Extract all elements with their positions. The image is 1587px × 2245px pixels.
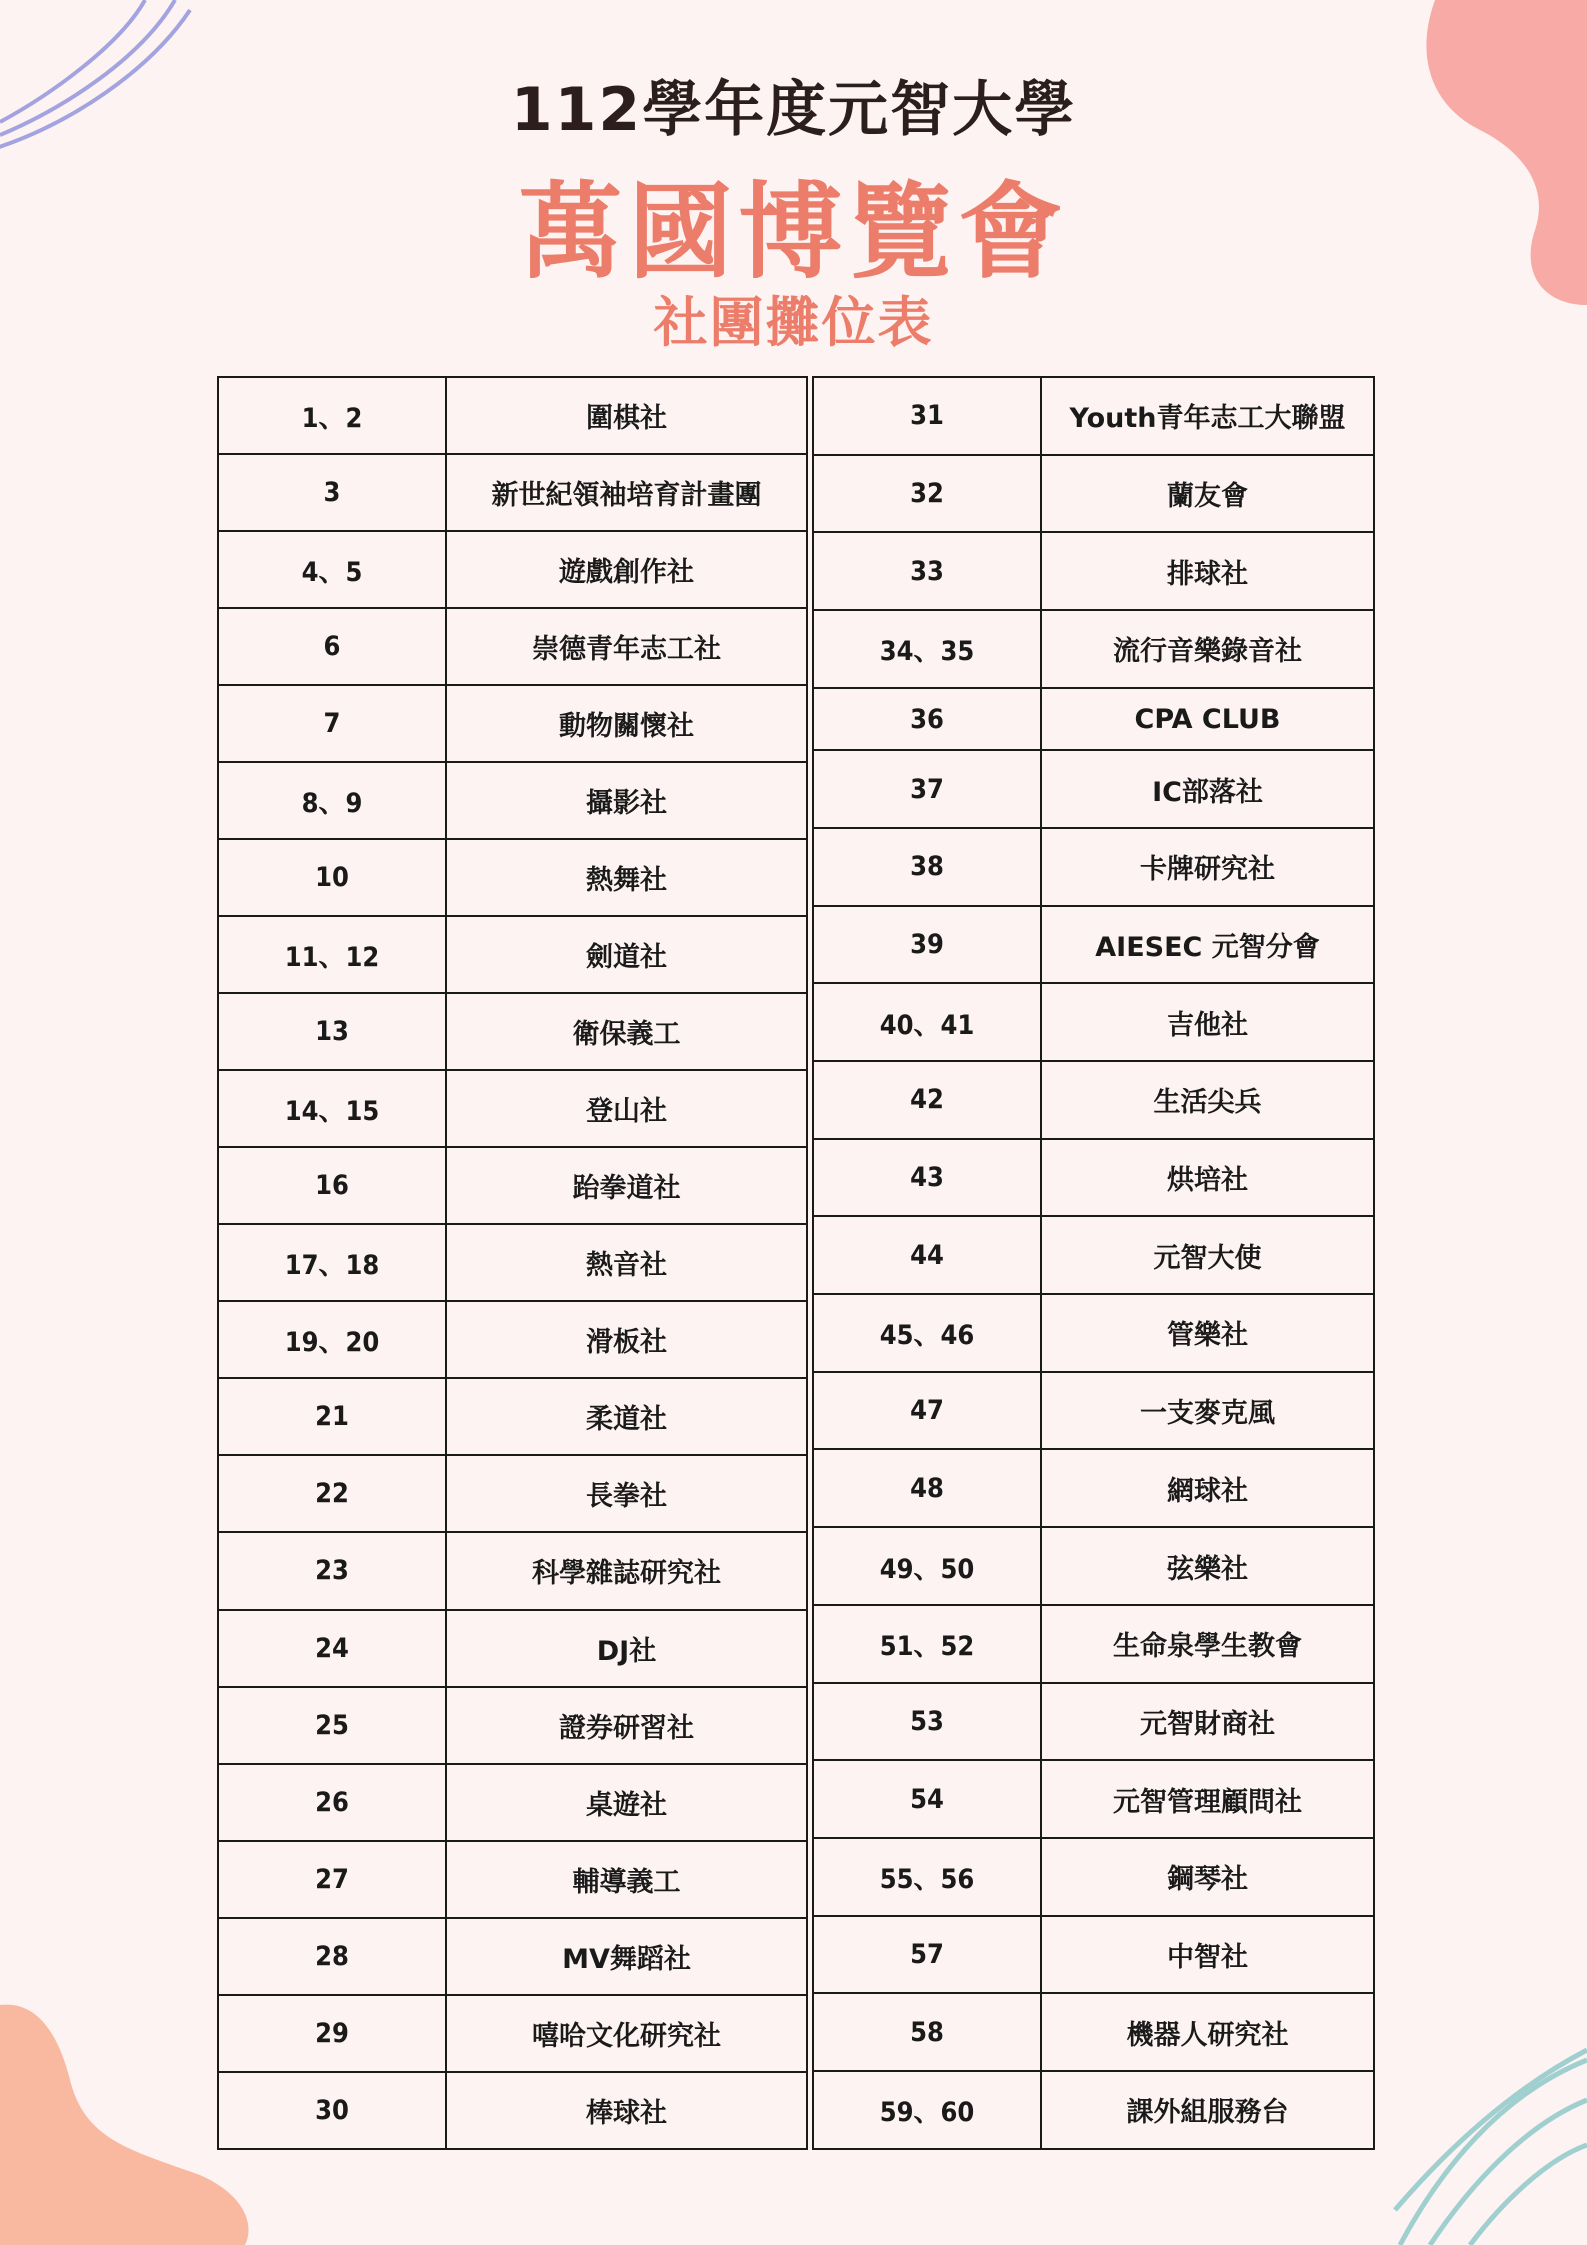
club-name: 熱音社 [446, 1224, 807, 1301]
table-row [218, 377, 807, 454]
table-row [218, 1147, 807, 1224]
club-name: 排球社 [1041, 532, 1374, 610]
club-name: 流行音樂錄音社 [1041, 610, 1374, 688]
booth-number: 44 [813, 1216, 1041, 1294]
club-name: Youth青年志工大聯盟 [1041, 377, 1374, 455]
club-name: 柔道社 [446, 1378, 807, 1455]
club-name: 元智管理顧問社 [1041, 1760, 1374, 1838]
club-name: 一支麥克風 [1041, 1372, 1374, 1450]
table-row [813, 1449, 1374, 1527]
table-row [813, 377, 1374, 455]
title-event-name: 萬國博覽會 [518, 171, 1069, 293]
booth-number: 23 [218, 1532, 446, 1609]
table-row [813, 983, 1374, 1061]
title-booth-table: 社團攤位表 [653, 291, 934, 354]
club-name: 吉他社 [1041, 983, 1374, 1061]
booth-number: 51、52 [813, 1605, 1041, 1683]
table-row [813, 2071, 1374, 2149]
club-name: 跆拳道社 [446, 1147, 807, 1224]
club-name: 動物關懷社 [446, 685, 807, 762]
table-row [813, 610, 1374, 688]
club-name: 網球社 [1041, 1449, 1374, 1527]
table-row [218, 1378, 807, 1455]
table-row [218, 916, 807, 993]
club-name: 滑板社 [446, 1301, 807, 1378]
booth-number: 16 [218, 1147, 446, 1224]
booth-number: 58 [813, 1993, 1041, 2071]
booth-number: 3 [218, 454, 446, 531]
club-name: 元智財商社 [1041, 1683, 1374, 1761]
club-name: 卡牌研究社 [1041, 828, 1374, 906]
club-name: 管樂社 [1041, 1294, 1374, 1372]
club-name: 證券研習社 [446, 1687, 807, 1764]
table-row [813, 1372, 1374, 1450]
booth-number: 25 [218, 1687, 446, 1764]
teal-squiggle-bottom-right [1395, 2050, 1587, 2245]
table-row [218, 839, 807, 916]
club-name: 圍棋社 [446, 377, 807, 454]
club-name: 攝影社 [446, 762, 807, 839]
club-name: 課外組服務台 [1041, 2071, 1374, 2149]
booth-number: 34、35 [813, 610, 1041, 688]
table-row [813, 1061, 1374, 1139]
booth-number: 21 [218, 1378, 446, 1455]
booth-number: 47 [813, 1372, 1041, 1450]
booth-number: 45、46 [813, 1294, 1041, 1372]
booth-table [217, 376, 1371, 2150]
booth-number: 54 [813, 1760, 1041, 1838]
booth-number: 57 [813, 1916, 1041, 1994]
table-row [218, 1841, 807, 1918]
booth-number: 24 [218, 1610, 446, 1687]
booth-number: 37 [813, 750, 1041, 828]
club-name: 輔導義工 [446, 1841, 807, 1918]
booth-number: 36 [813, 688, 1041, 751]
table-row [813, 750, 1374, 828]
club-name: 蘭友會 [1041, 455, 1374, 533]
club-name: 弦樂社 [1041, 1527, 1374, 1605]
table-row [813, 1216, 1374, 1294]
club-name: MV舞蹈社 [446, 1918, 807, 1995]
table-row [218, 608, 807, 685]
table-row [813, 1916, 1374, 1994]
booth-number: 17、18 [218, 1224, 446, 1301]
booth-table-left [217, 376, 808, 2150]
booth-number: 38 [813, 828, 1041, 906]
booth-number: 49、50 [813, 1527, 1041, 1605]
table-row [218, 762, 807, 839]
booth-number: 43 [813, 1139, 1041, 1217]
club-name: 新世紀領袖培育計畫團 [446, 454, 807, 531]
club-name: 鋼琴社 [1041, 1838, 1374, 1916]
club-name: 遊戲創作社 [446, 531, 807, 608]
booth-number: 39 [813, 906, 1041, 984]
club-name: CPA CLUB [1041, 688, 1374, 751]
booth-number: 29 [218, 1995, 446, 2072]
table-row [813, 1294, 1374, 1372]
table-row [218, 1532, 807, 1609]
club-name: AIESEC 元智分會 [1041, 906, 1374, 984]
table-row [813, 1139, 1374, 1217]
booth-number: 10 [218, 839, 446, 916]
club-name: 生活尖兵 [1041, 1061, 1374, 1139]
club-name: DJ社 [446, 1610, 807, 1687]
club-name: 生命泉學生教會 [1041, 1605, 1374, 1683]
table-row [218, 1301, 807, 1378]
booth-number: 33 [813, 532, 1041, 610]
booth-number: 32 [813, 455, 1041, 533]
table-row [813, 1838, 1374, 1916]
club-name: 長拳社 [446, 1455, 807, 1532]
booth-number: 6 [218, 608, 446, 685]
booth-number: 4、5 [218, 531, 446, 608]
table-row [218, 2072, 807, 2149]
table-row [813, 1760, 1374, 1838]
peach-blob-bottom-left [0, 2005, 249, 2245]
club-name: 桌遊社 [446, 1764, 807, 1841]
booth-number: 42 [813, 1061, 1041, 1139]
table-row [218, 1070, 807, 1147]
booth-number: 30 [218, 2072, 446, 2149]
table-row [813, 1605, 1374, 1683]
table-row [218, 1455, 807, 1532]
club-name: 棒球社 [446, 2072, 807, 2149]
club-name: IC部落社 [1041, 750, 1374, 828]
table-row [813, 1527, 1374, 1605]
booth-number: 55、56 [813, 1838, 1041, 1916]
booth-number: 13 [218, 993, 446, 1070]
booth-number: 26 [218, 1764, 446, 1841]
table-row [813, 532, 1374, 610]
table-row [218, 531, 807, 608]
table-row [218, 1687, 807, 1764]
booth-number: 22 [218, 1455, 446, 1532]
club-name: 機器人研究社 [1041, 1993, 1374, 2071]
table-row [813, 688, 1374, 751]
table-row [218, 1995, 807, 2072]
club-name: 登山社 [446, 1070, 807, 1147]
booth-number: 31 [813, 377, 1041, 455]
table-row [218, 1610, 807, 1687]
table-row [813, 1993, 1374, 2071]
booth-number: 1、2 [218, 377, 446, 454]
club-name: 嘻哈文化研究社 [446, 1995, 807, 2072]
booth-number: 28 [218, 1918, 446, 1995]
table-row [218, 685, 807, 762]
title-year-school: 112學年度元智大學 [510, 75, 1077, 145]
table-row [218, 993, 807, 1070]
booth-table-right [812, 376, 1375, 2150]
club-name: 熱舞社 [446, 839, 807, 916]
table-row [813, 455, 1374, 533]
booth-number: 40、41 [813, 983, 1041, 1061]
club-name: 烘培社 [1041, 1139, 1374, 1217]
booth-number: 14、15 [218, 1070, 446, 1147]
booth-number: 11、12 [218, 916, 446, 993]
booth-number: 19、20 [218, 1301, 446, 1378]
booth-number: 53 [813, 1683, 1041, 1761]
club-name: 崇德青年志工社 [446, 608, 807, 685]
table-row [218, 1764, 807, 1841]
club-name: 元智大使 [1041, 1216, 1374, 1294]
table-row [813, 828, 1374, 906]
table-row [218, 1224, 807, 1301]
table-row [813, 1683, 1374, 1761]
table-row [218, 1918, 807, 1995]
table-row [218, 454, 807, 531]
booth-number: 8、9 [218, 762, 446, 839]
booth-number: 7 [218, 685, 446, 762]
table-row [813, 906, 1374, 984]
booth-number: 27 [218, 1841, 446, 1918]
club-name: 衛保義工 [446, 993, 807, 1070]
booth-number: 48 [813, 1449, 1041, 1527]
booth-number: 59、60 [813, 2071, 1041, 2149]
club-name: 中智社 [1041, 1916, 1374, 1994]
club-name: 科學雜誌研究社 [446, 1532, 807, 1609]
club-name: 劍道社 [446, 916, 807, 993]
